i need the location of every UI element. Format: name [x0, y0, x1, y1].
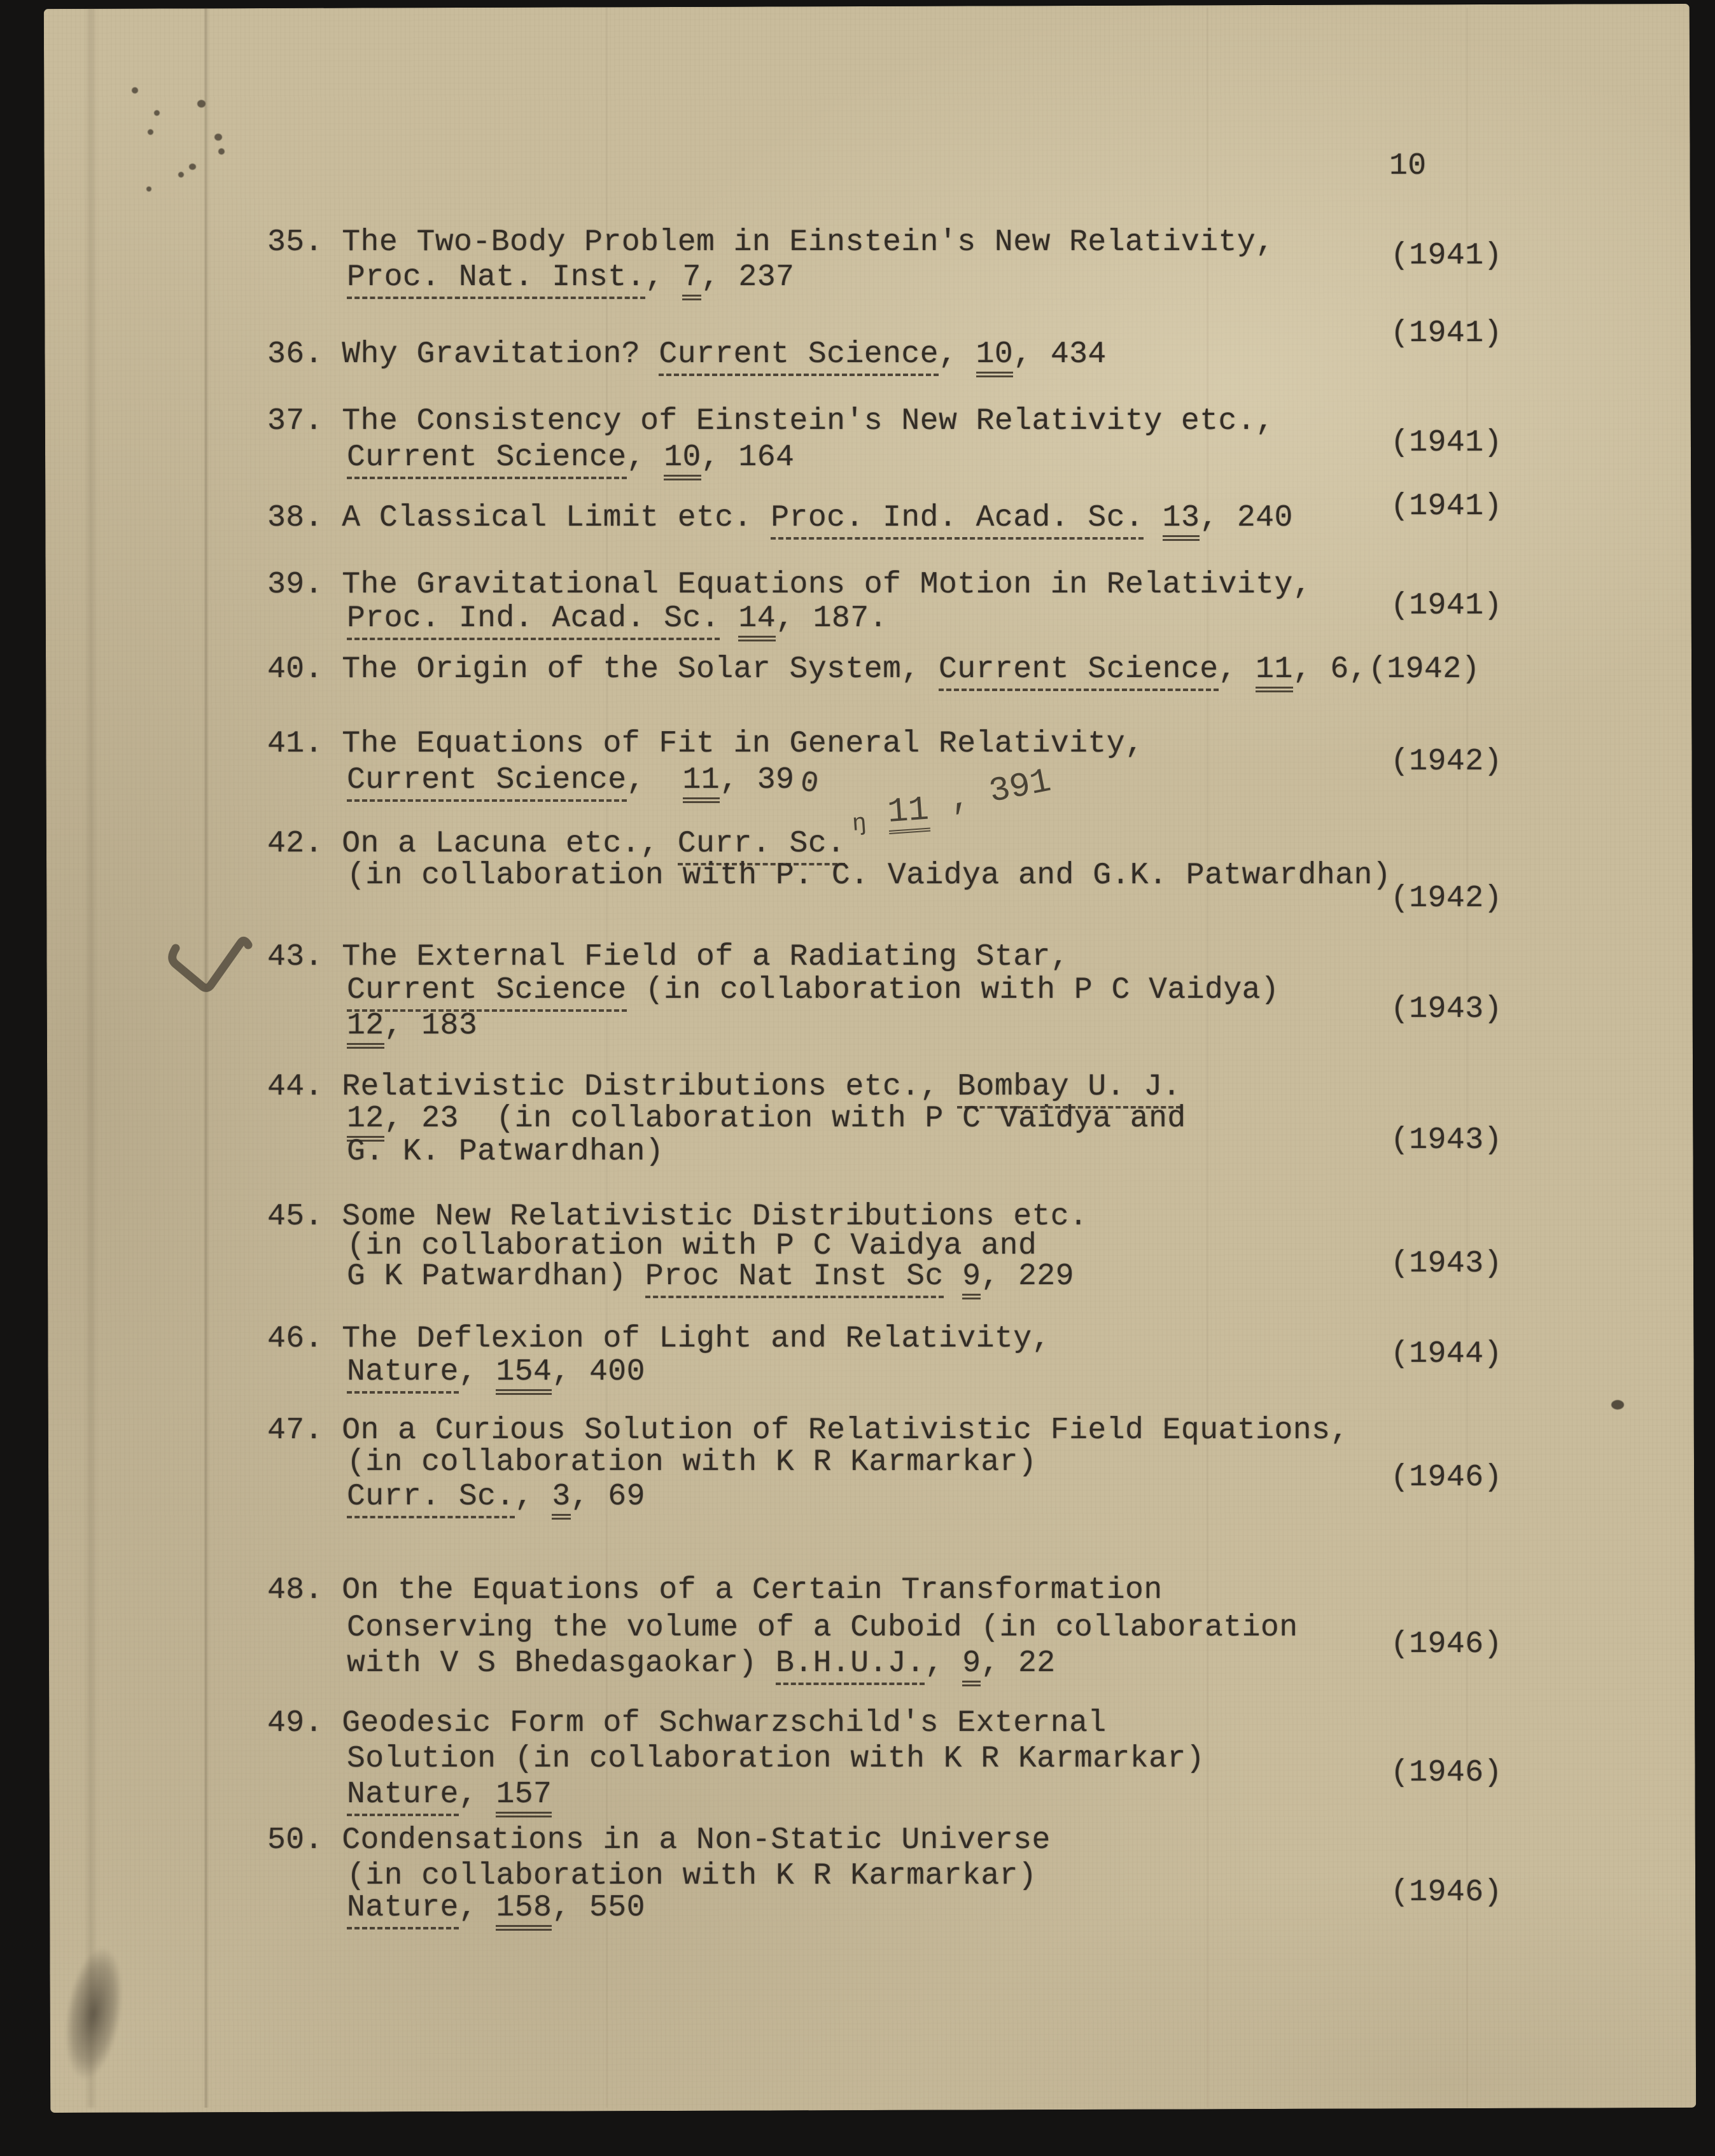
volume-number: 12 — [347, 1102, 384, 1142]
bib-entry-line — [347, 1137, 664, 1167]
journal-name: B.H.U.J. — [776, 1646, 925, 1685]
handwritten-mark: ŋ — [851, 809, 868, 838]
year-label: (1941) — [1390, 489, 1502, 524]
year-label: (1942) — [1390, 745, 1502, 779]
bib-entry-line — [267, 1825, 1051, 1856]
text-segment: , — [458, 1355, 496, 1389]
journal-name: Current Science — [347, 763, 627, 802]
volume-number: 14 — [738, 601, 776, 641]
bib-entry-line — [267, 1708, 1107, 1739]
text-segment: , — [1218, 652, 1256, 687]
bib-entry-line — [267, 1324, 1051, 1354]
year-label: (1941) — [1390, 589, 1502, 623]
text-segment: 42. On a Lacuna etc., — [267, 827, 678, 861]
journal-name: Nature — [347, 1891, 459, 1929]
text-segment: 50. Condensations in a Non-Static Universe — [267, 1823, 1051, 1858]
bib-entry-line — [267, 570, 1312, 600]
bib-entry-line — [347, 1648, 1056, 1679]
text-segment: 43. The External Field of a Radiating Star, — [267, 940, 1070, 974]
page-number: 10 — [1389, 149, 1427, 183]
journal-name: Nature — [347, 1355, 459, 1394]
text-segment: , — [626, 440, 664, 475]
volume-number: 157 — [496, 1777, 552, 1817]
ink-speck — [214, 134, 222, 141]
volume-number: 13 — [1163, 501, 1200, 541]
text-segment: 48. On the Equations of a Certain Transformation — [267, 1573, 1163, 1607]
text-segment — [720, 601, 738, 636]
text-segment: , 22 — [981, 1646, 1056, 1681]
text-segment: (in collaboration with K R Karmarkar) — [347, 1445, 1037, 1480]
bib-entry-line — [347, 1011, 477, 1041]
paper-crease — [1207, 8, 1208, 2108]
bib-entry-line — [347, 1481, 645, 1512]
bib-entry-line — [267, 829, 845, 859]
ink-speck — [146, 186, 151, 192]
bib-entry-line — [267, 1415, 1349, 1446]
text-segment: 36. Why Gravitation? — [267, 337, 659, 372]
text-segment: , — [938, 337, 976, 372]
journal-name: Current Science — [659, 337, 939, 376]
text-segment: 37. The Consistency of Einstein's New Relativity etc., — [267, 404, 1275, 438]
bib-entry-line — [347, 860, 1391, 891]
ink-speck — [178, 172, 184, 178]
text-segment: , 434 — [1013, 337, 1107, 372]
bib-entry-line — [347, 1231, 1037, 1261]
bib-entry-line — [347, 1861, 1037, 1891]
pencil-checkmark-annotation — [167, 930, 275, 1000]
paper-crease — [606, 8, 608, 2108]
volume-number: 158 — [496, 1891, 552, 1931]
text-segment: , 69 — [570, 1480, 645, 1514]
text-segment: (in collaboration with P C Vaidya and — [347, 1229, 1037, 1263]
year-label: (1946) — [1390, 1460, 1502, 1495]
year-label: (1944) — [1390, 1337, 1502, 1371]
volume-number: 7 — [682, 260, 701, 300]
journal-name: Current Science — [347, 440, 627, 479]
volume-number: 9 — [962, 1646, 981, 1686]
bib-entry-line — [267, 942, 1069, 972]
text-segment: , 164 — [701, 440, 795, 475]
ink-speck — [148, 129, 153, 135]
year-label: (1946) — [1390, 1756, 1502, 1790]
year-label: (1941) — [1390, 426, 1502, 460]
bib-entry-line — [347, 1779, 552, 1810]
text-segment: with V S Bhedasgaokar) — [347, 1646, 776, 1681]
text-segment: , — [925, 1646, 963, 1681]
bib-entry-line — [347, 1744, 1205, 1774]
text-segment: , 187. — [776, 601, 888, 636]
text-segment: , 6, — [1292, 652, 1368, 687]
text-segment — [944, 1259, 962, 1294]
year-label: (1941) — [1390, 316, 1502, 351]
text-segment: , 23 (in collaboration with P C Vaidya and — [384, 1102, 1186, 1136]
bib-entry-line — [347, 1613, 1298, 1643]
handwritten-page: , 391 — [925, 762, 1054, 824]
journal-name: Proc Nat Inst Sc — [645, 1259, 944, 1298]
journal-name: Curr. Sc. — [678, 827, 846, 865]
graphite-smudge — [39, 1922, 146, 2124]
year-label: (1942) — [1390, 881, 1502, 916]
text-segment: , 229 — [981, 1259, 1074, 1294]
ink-speck — [189, 164, 196, 170]
bib-entry-line — [347, 1893, 645, 1923]
paper-crease — [204, 8, 209, 2108]
bib-entry-line — [267, 406, 1274, 437]
text-segment: Conserving the volume of a Cuboid (in collaboration — [347, 1611, 1298, 1645]
volume-number: 11 — [1256, 652, 1293, 692]
journal-name: Proc. Ind. Acad. Sc. — [771, 501, 1144, 540]
journal-name: Nature — [347, 1777, 459, 1816]
text-segment: 40. The Origin of the Solar System, — [267, 652, 939, 687]
text-segment: (in collaboration with P. C. Vaidya and G.K. Patwardhan) — [347, 858, 1392, 893]
journal-name: Proc. Nat. Inst. — [347, 260, 645, 299]
text-segment: , 240 — [1200, 501, 1293, 535]
volume-number: 154 — [496, 1355, 552, 1395]
journal-name: Curr. Sc. — [347, 1480, 515, 1518]
bib-entry-line — [347, 1261, 1074, 1292]
text-segment: , — [458, 1777, 496, 1812]
bib-entry-line — [267, 1072, 1181, 1102]
year-label: (1946) — [1390, 1875, 1502, 1910]
volume-number: 3 — [552, 1480, 570, 1520]
text-segment: 44. Relativistic Distributions etc., — [267, 1070, 958, 1104]
ink-speck — [197, 100, 206, 108]
bib-entry-line — [347, 763, 822, 802]
volume-number: 11 — [683, 763, 720, 803]
text-segment: , — [645, 260, 683, 295]
handwritten-volume: 11 — [886, 794, 930, 834]
volume-number: 12 — [347, 1009, 384, 1049]
text-segment: G. K. Patwardhan) — [347, 1135, 664, 1169]
bib-entry-line — [347, 262, 794, 293]
year-label: (1942) — [1368, 652, 1480, 687]
text-segment: , — [458, 1891, 496, 1925]
text-segment: 38. A Classical Limit etc. — [267, 501, 771, 535]
bib-entry-line — [267, 503, 1293, 533]
bib-entry-line — [347, 1103, 1186, 1134]
text-segment — [1144, 501, 1162, 535]
handwritten-annotation — [850, 762, 1054, 838]
text-segment: , — [626, 763, 683, 797]
volume-number: 10 — [976, 337, 1014, 377]
text-segment: (in collaboration with P C Vaidya) — [626, 973, 1280, 1007]
text-segment: 45. Some New Relativistic Distributions etc. — [267, 1200, 1088, 1234]
text-segment: G K Patwardhan) — [347, 1259, 645, 1294]
text-segment: , — [514, 1480, 552, 1514]
text-segment: 39. The Gravitational Equations of Motion in Relativity, — [267, 568, 1312, 602]
journal-name: Bombay U. J. — [957, 1070, 1181, 1109]
year-label: (1946) — [1390, 1627, 1502, 1662]
text-segment: 46. The Deflexion of Light and Relativity, — [267, 1322, 1051, 1356]
paper-crease — [85, 8, 97, 2108]
journal-name: Proc. Ind. Acad. Sc. — [347, 601, 720, 640]
ink-speck — [1611, 1400, 1624, 1410]
text-segment: 49. Geodesic Form of Schwarzschild's External — [267, 1706, 1107, 1740]
ink-speck — [154, 110, 160, 116]
bib-entry-line — [347, 975, 1279, 1005]
volume-number: 10 — [664, 440, 701, 480]
ink-speck — [218, 148, 225, 155]
text-segment: , 550 — [552, 1891, 645, 1925]
year-label: (1943) — [1390, 992, 1502, 1026]
text-segment: 41. The Equations of Fit in General Relativity, — [267, 727, 1144, 761]
bib-entry-line — [267, 729, 1144, 759]
text-segment: , 237 — [701, 260, 795, 295]
bib-entry-line — [267, 1575, 1163, 1606]
ink-speck — [132, 87, 138, 94]
text-segment: (in collaboration with K R Karmarkar) — [347, 1859, 1037, 1893]
text-segment: 47. On a Curious Solution of Relativistic Field Equations, — [267, 1413, 1349, 1448]
year-label: (1943) — [1390, 1247, 1502, 1281]
bib-entry-line — [267, 339, 1107, 370]
text-segment: Solution (in collaboration with K R Karmarkar) — [347, 1742, 1205, 1776]
handwritten-zero: 0 — [798, 765, 822, 802]
bib-entry-line — [347, 1357, 645, 1387]
bib-entry-line — [267, 227, 1274, 258]
year-label: (1941) — [1390, 239, 1502, 273]
journal-name: Current Science — [347, 973, 627, 1012]
text-segment: 35. The Two-Body Problem in Einstein's New Relativity, — [267, 225, 1275, 260]
text-segment: , 39 — [720, 763, 795, 797]
bib-entry-line — [347, 442, 794, 473]
volume-number: 9 — [962, 1259, 981, 1299]
year-label: (1943) — [1390, 1123, 1502, 1158]
journal-name: Current Science — [939, 652, 1219, 691]
text-segment: , 400 — [552, 1355, 645, 1389]
bib-entry-line — [347, 603, 888, 634]
bib-entry-line — [347, 1447, 1037, 1478]
text-segment: , 183 — [384, 1009, 478, 1043]
bib-entry-line — [267, 654, 1368, 685]
bib-entry-line — [267, 1201, 1088, 1232]
